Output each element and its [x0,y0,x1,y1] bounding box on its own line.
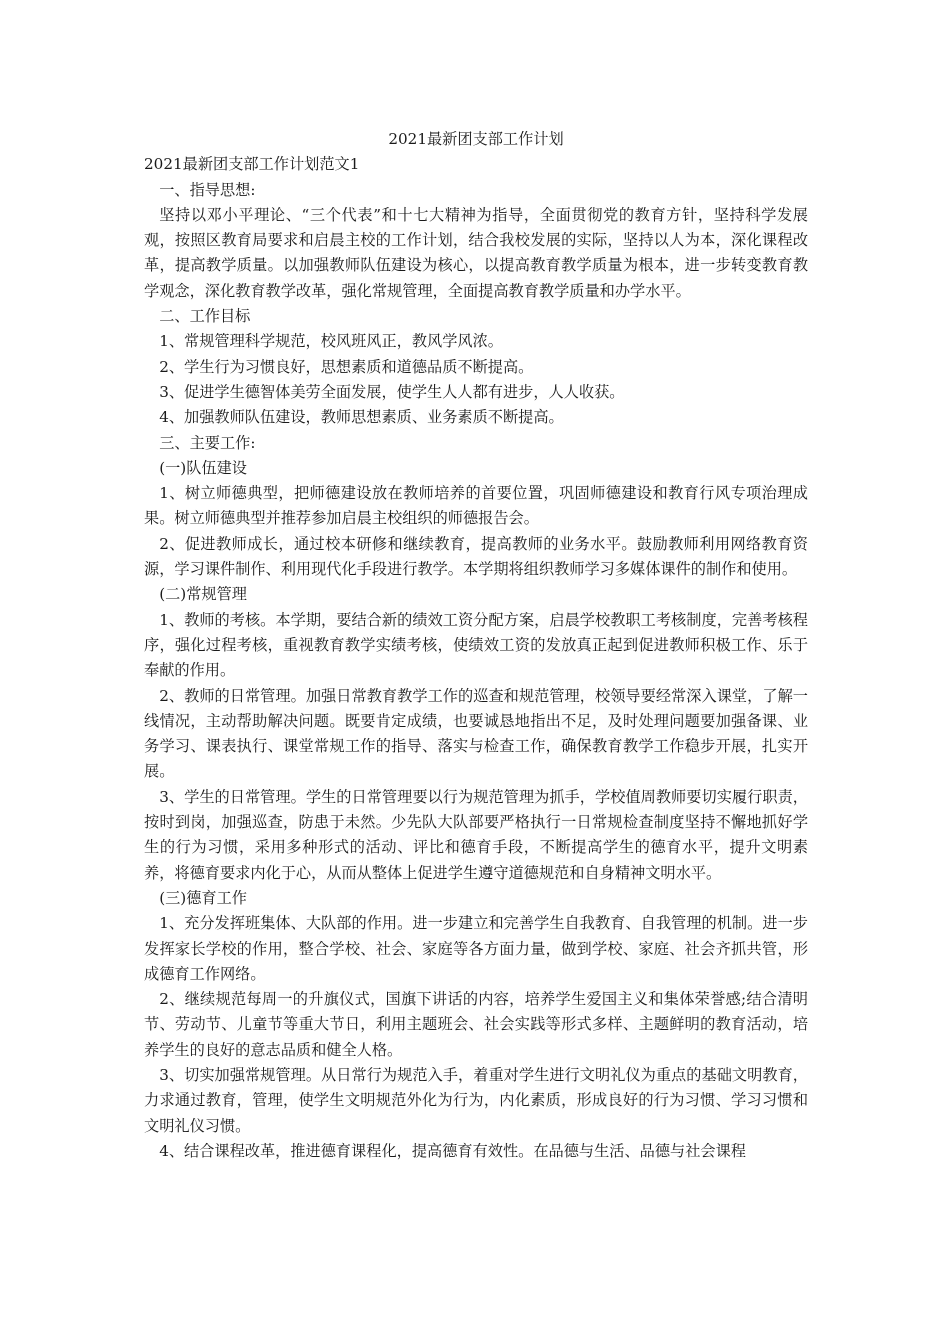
paragraph: 二、工作目标 [159,307,251,326]
paragraph: 2、继续规范每周一的升旗仪式，国旗下讲话的内容，培养学生爱国主义和集体荣誉感;结合清明节、劳动节、儿童节等重大节日，利用主题班会、社会实践等形式多样、主题鲜明的教育活动，培养学生的良好的意志品质和健全人格。 [144,990,808,1059]
paragraph: 2、学生行为习惯良好，思想素质和道德品质不断提高。 [159,357,534,376]
document-title: 2021最新团支部工作计划 [388,130,564,148]
paragraph: 2、教师的日常管理。加强日常教育教学工作的巡查和规范管理，校领导要经常深入课堂，了解一线情况，主动帮助解决问题。既要肯定成绩，也要诚恳地指出不足，及时处理问题要加强备课、业务学习、课表执行、课堂常规工作的指导、落实与检查工作，确保教育教学工作稳步开展，扎实开展。 [144,686,808,781]
paragraph: 3、促进学生德智体美劳全面发展，使学生人人都有进步，人人收获。 [159,382,625,401]
document-body [144,127,808,1164]
paragraph: 3、切实加强常规管理。从日常行为规范入手，着重对学生进行文明礼仪为重点的基础文明教育，力求通过教育，管理，使学生文明规范外化为行为，内化素质，形成良好的行为习惯、学习习惯和文明礼仪习惯。 [144,1065,808,1135]
paragraph: 三、主要工作: [159,433,256,452]
paragraph: 2、促进教师成长，通过校本研修和继续教育，提高教师的业务水平。鼓励教师利用网络教育资源，学习课件制作、利用现代化手段进行教学。本学期将组织教师学习多媒体课件的制作和使用。 [144,534,808,579]
paragraph: 1、教师的考核。本学期，要结合新的绩效工资分配方案，启晨学校教职工考核制度，完善考核程序，强化过程考核，重视教育教学实绩考核，使绩效工资的发放真正起到促进教师积极工作、乐于奉献的作用。 [144,610,808,680]
document-subtitle: 2021最新团支部工作计划范文1 [144,155,360,174]
paragraph: 坚持以邓小平理论、“三个代表”和十七大精神为指导，全面贯彻党的教育方针，坚持科学发展观，按照区教育局要求和启晨主校的工作计划，结合我校发展的实际，坚持以人为本，深化课程改革，提高教学质量。以加强教师队伍建设为核心，以提高教育教学质量为根本，进一步转变教育教学观念，深化教育教学改革，强化常规管理，全面提高教育教学质量和办学水平。 [144,205,808,300]
paragraph: (二)常规管理 [159,585,247,604]
paragraph-list [144,178,808,1165]
paragraph: 1、常规管理科学规范，校风班风正，教风学风浓。 [159,332,503,351]
paragraph: 一、指导思想: [159,180,256,199]
paragraph: 1、树立师德典型，把师德建设放在教师培养的首要位置，巩固师德建设和教育行风专项治理成果。树立师德典型并推荐参加启晨主校组织的师德报告会。 [144,484,808,528]
paragraph: 4、加强教师队伍建设，教师思想素质、业务素质不断提高。 [159,408,564,427]
paragraph: 1、充分发挥班集体、大队部的作用。进一步建立和完善学生自我教育、自我管理的机制。进一步发挥家长学校的作用，整合学校、社会、家庭等各方面力量，做到学校、家庭、社会齐抓共管，形成德育工作网络。 [144,914,808,983]
paragraph: (一)队伍建设 [159,458,247,477]
paragraph: 4、结合课程改革，推进德育课程化，提高德育有效性。在品德与生活、品德与社会课程 [159,1141,746,1160]
paragraph: 3、学生的日常管理。学生的日常管理要以行为规范管理为抓手，学校值周教师要切实履行职责，按时到岗，加强巡查，防患于未然。少先队大队部要严格执行一日常规检查制度坚持不懈地抓好学生的行为习惯，采用多种形式的活动、评比和德育手段，不断提高学生的德育水平，提升文明素养，将德育要求内化于心，从而从整体上促进学生遵守道德规范和自身精神文明水平。 [144,787,808,882]
paragraph: (三)德育工作 [159,888,247,907]
